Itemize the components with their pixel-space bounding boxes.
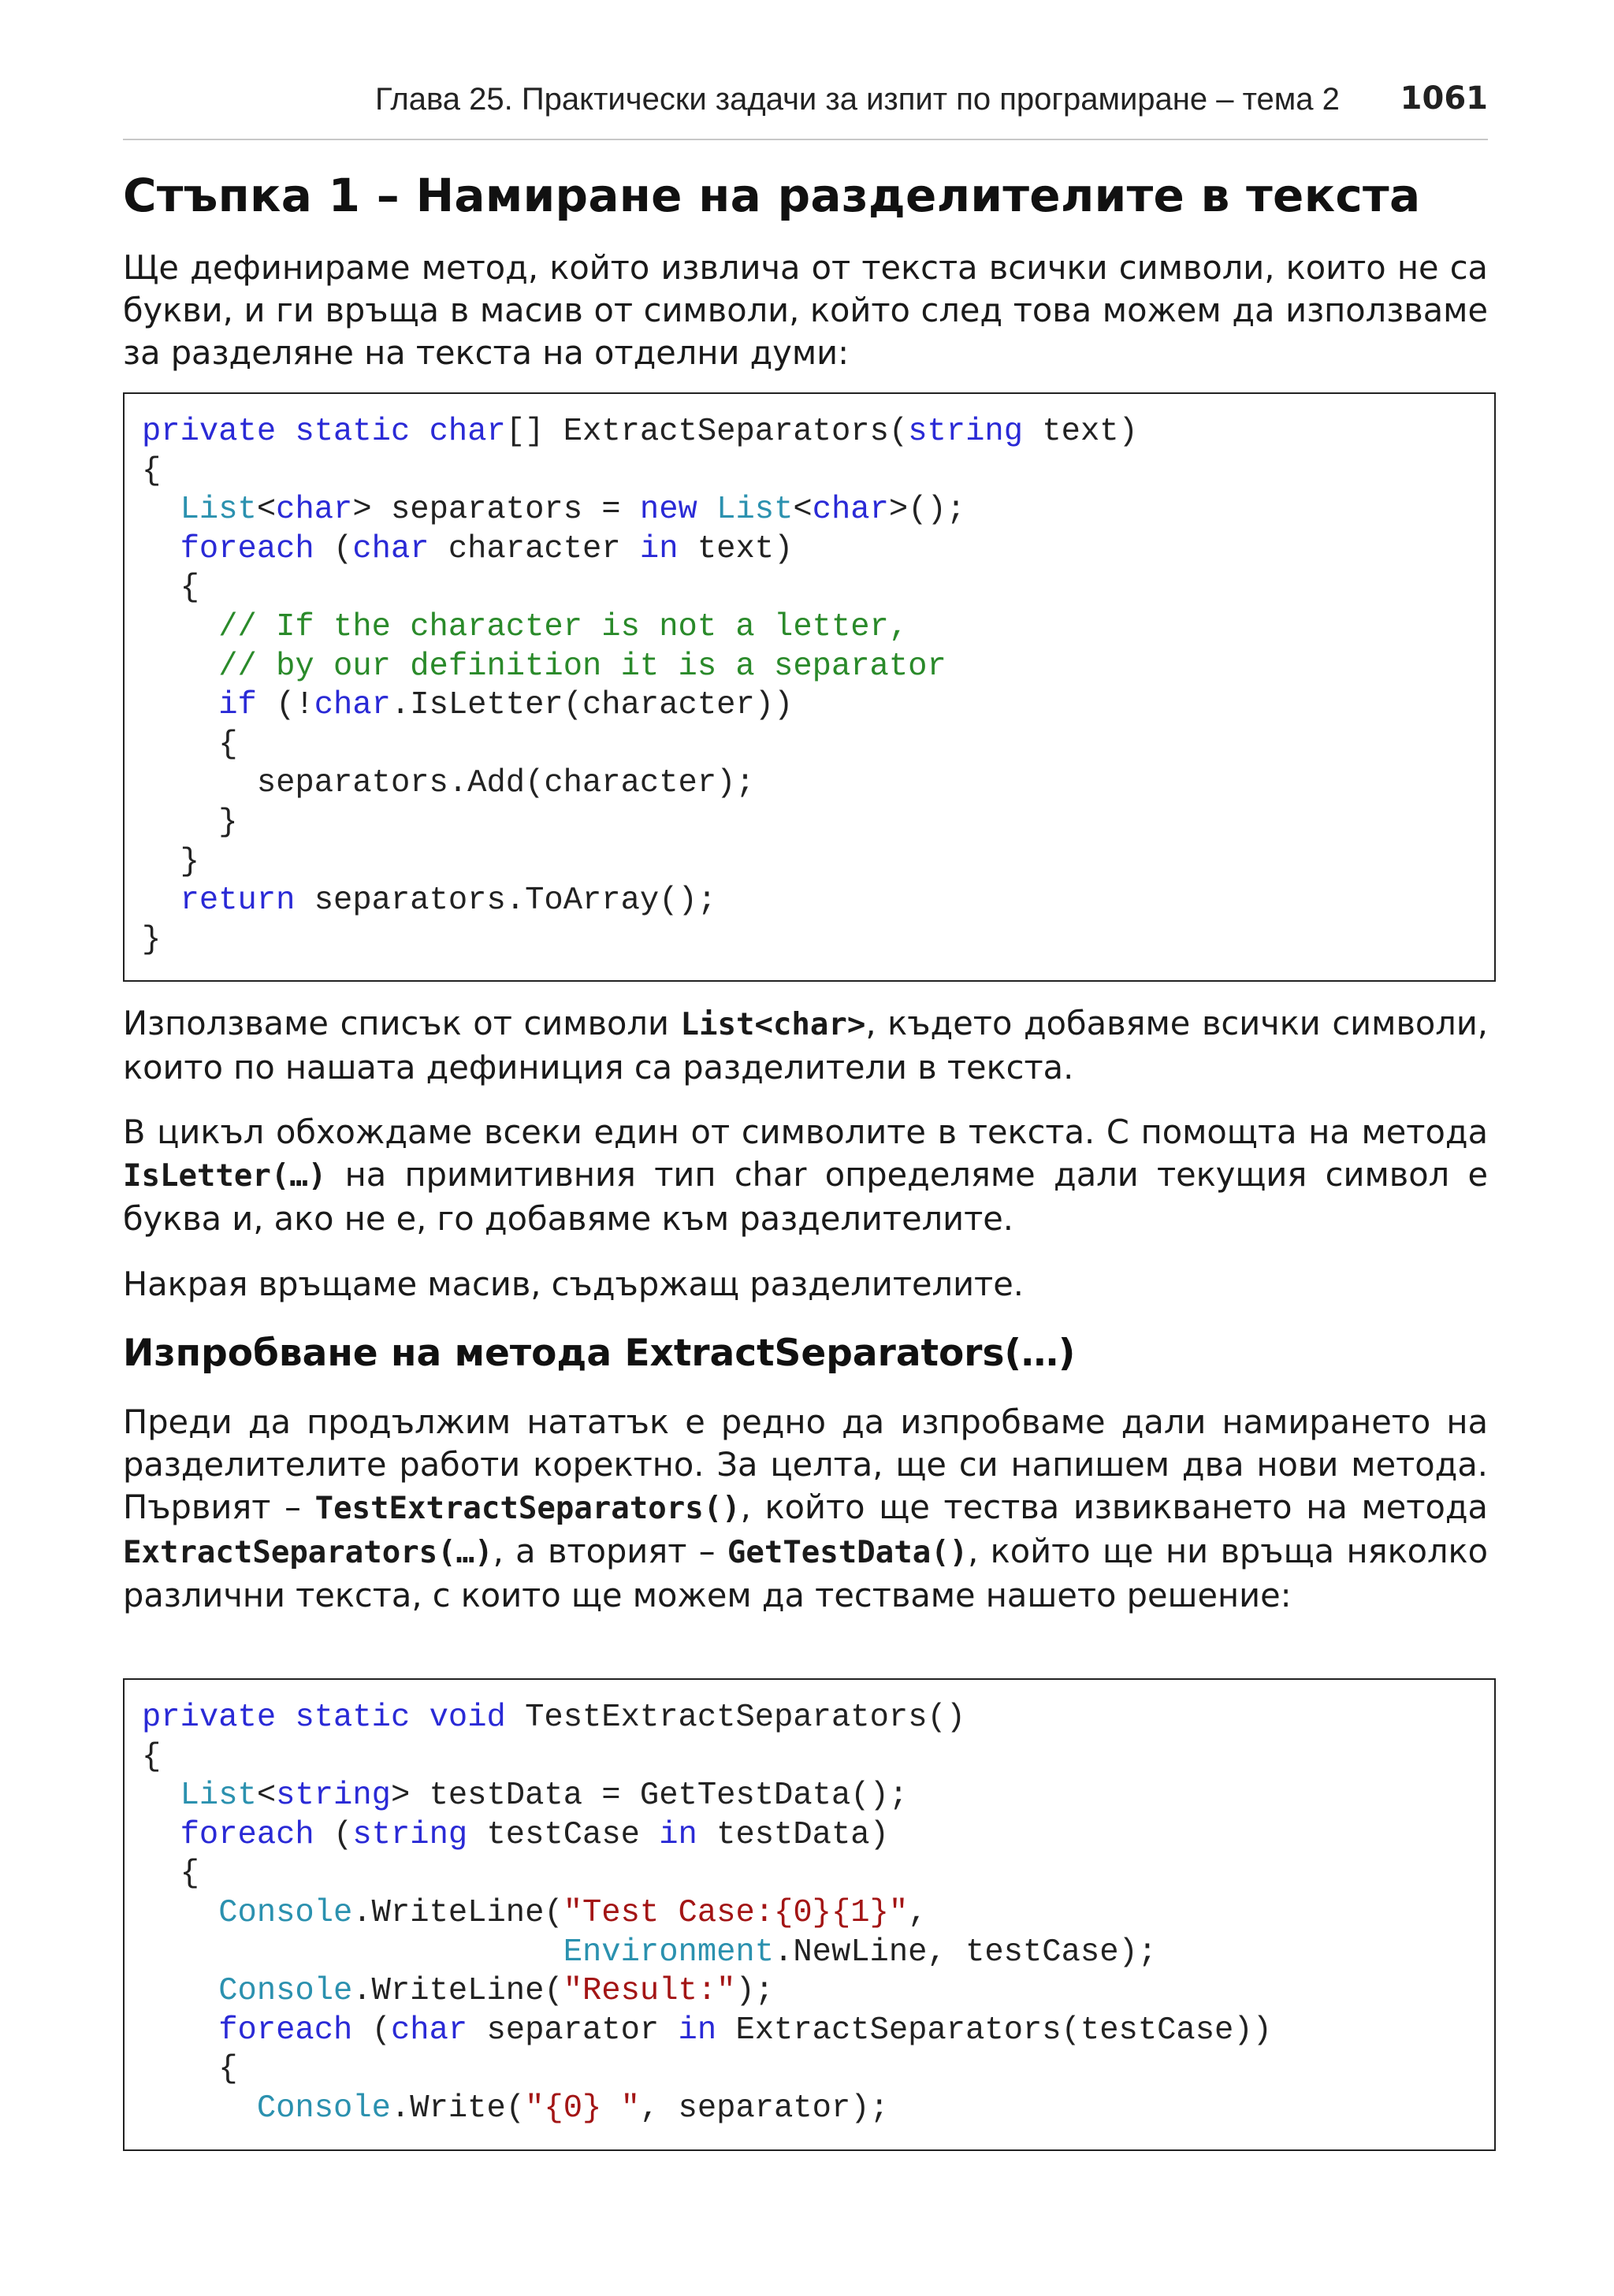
code-line	[142, 570, 199, 606]
text-segment: на примитивния тип char определяме дали текущия символ е буква и, ако не е, го добавяме към разделителите.	[123, 1155, 1488, 1238]
code-token: text)	[678, 530, 794, 567]
text-segment: , който ще ни връща няколко различни текста, с които ще можем да тестваме нашето решение:	[123, 1532, 1489, 1614]
code-token	[142, 609, 218, 645]
code-line	[142, 1778, 908, 1814]
code-line	[142, 1739, 161, 1775]
code-line	[142, 2051, 238, 2087]
code-token: [] ExtractSeparators(	[505, 414, 909, 450]
subsection-heading: Изпробване на метода ExtractSeparators(…)	[123, 1332, 1076, 1375]
code-token: string	[908, 414, 1024, 450]
code-token: // If the character is not a letter,	[218, 608, 909, 645]
code-token: > separators =	[352, 492, 640, 529]
code-token	[142, 882, 180, 919]
page-number: 1061	[1400, 80, 1488, 117]
code-token: in	[659, 1816, 697, 1853]
code-token: .IsLetter(character))	[390, 687, 794, 724]
code-token: testData)	[697, 1816, 889, 1853]
code-line	[142, 922, 161, 958]
code-token: text)	[1023, 414, 1138, 450]
code-token: , separator);	[639, 2090, 889, 2127]
code-token: <	[793, 492, 813, 529]
code-token: (	[314, 530, 353, 567]
code-token	[697, 492, 716, 528]
code-token: void	[429, 1700, 506, 1736]
inline-code: ExtractSeparators(…)	[123, 1535, 493, 1570]
code-token	[142, 492, 180, 528]
inline-code: TestExtractSeparators()	[314, 1491, 741, 1526]
code-line	[142, 2090, 889, 2127]
code-line	[142, 1817, 889, 1853]
code-token: // by our definition it is a separator	[218, 648, 946, 685]
code-token: {	[142, 1738, 162, 1775]
code-token: in	[639, 530, 679, 567]
code-line	[142, 687, 793, 723]
code-token: ExtractSeparators(testCase))	[716, 2012, 1272, 2049]
code-token	[142, 1817, 180, 1853]
code-token: }	[142, 921, 162, 958]
intro-paragraph: Ще дефинираме метод, който извлича от текста всички символи, които не са букви, и ги връща в масив от символи, който след това можем да използваме за разделяне на текста на отделни думи:	[123, 248, 1488, 372]
code-line	[142, 726, 238, 763]
code-token: Console	[256, 2090, 391, 2127]
text-segment: , който ще тества извикването на метода	[740, 1488, 1488, 1526]
inline-code: GetTestData()	[727, 1535, 969, 1570]
code-token: Console	[218, 1973, 353, 2010]
code-token: char	[429, 414, 506, 450]
code-token: private	[142, 1700, 277, 1736]
text-segment: Използваме списък от символи	[123, 1004, 681, 1042]
code-token: Environment	[563, 1934, 775, 1971]
code-line	[142, 1973, 774, 2009]
code-token: List	[180, 492, 257, 529]
code-token: "Result:"	[563, 1973, 736, 2010]
code-line	[142, 1895, 928, 1931]
code-token: }	[142, 804, 238, 841]
code-token	[142, 687, 218, 723]
code-token	[142, 1973, 218, 2009]
code-token	[142, 2090, 257, 2127]
code-token: if	[218, 687, 257, 724]
running-header	[123, 82, 1488, 140]
text-segment: , където добавяме всички символи, които по нашата дефиниция са разделители в текста.	[123, 1004, 1488, 1087]
code-token	[142, 1934, 563, 1971]
explain-paragraph-list	[123, 1002, 1488, 1089]
inline-code: IsLetter(…)	[123, 1158, 327, 1194]
code-token: {	[142, 452, 162, 489]
code-token: TestExtractSeparators()	[505, 1700, 966, 1736]
code-token: <	[256, 492, 277, 529]
code-token: }	[142, 843, 199, 880]
code-token: separator	[467, 2012, 679, 2049]
code-token: char	[276, 492, 353, 529]
code-token	[142, 1895, 218, 1931]
code-block-test-extract-separators	[123, 1678, 1496, 2151]
code-line	[142, 844, 199, 880]
running-title: Глава 25. Практически задачи за изпит по програмиране – тема 2	[375, 82, 1340, 117]
code-token: static	[295, 414, 411, 450]
code-line	[142, 1700, 965, 1736]
code-token: (!	[256, 687, 314, 724]
code-token: string	[352, 1816, 468, 1853]
code-token: in	[678, 2012, 717, 2049]
code-token	[410, 414, 429, 450]
text-segment: Преди да продължим нататък е редно да изпробваме дали намирането на разделителите работи коректно. За целта, ще си напишем два нови метода. Първият –	[123, 1402, 1488, 1526]
code-token: "Test Case:{0}{1}"	[563, 1894, 909, 1931]
code-line	[142, 531, 793, 567]
code-token: (	[352, 2012, 391, 2049]
code-token: Console	[218, 1894, 353, 1931]
code-token: separators.Add(character);	[142, 765, 755, 802]
code-token: private	[142, 414, 277, 450]
code-token	[142, 648, 218, 685]
code-token	[276, 1700, 295, 1736]
code-token: );	[735, 1973, 775, 2010]
code-line	[142, 453, 161, 489]
code-token: foreach	[180, 530, 314, 567]
code-token: char	[352, 530, 430, 567]
code-token: char	[812, 492, 889, 529]
code-token	[142, 531, 180, 567]
code-line	[142, 1934, 1157, 1971]
code-line	[142, 648, 946, 685]
code-line	[142, 882, 716, 919]
code-token: return	[180, 882, 296, 920]
code-token: foreach	[218, 2012, 353, 2049]
code-token: {	[142, 2051, 238, 2088]
code-token: {	[142, 1856, 199, 1893]
code-listing	[125, 1680, 1494, 2129]
explain-paragraph-return: Накрая връщаме масив, съдържащ разделителите.	[123, 1265, 1024, 1303]
text-segment: В цикъл обхождаме всеки един от символите в текста. С помощта на метода	[123, 1113, 1488, 1151]
code-token	[276, 414, 295, 450]
explain-paragraph-loop	[123, 1111, 1488, 1240]
code-token: .Write(	[390, 2090, 526, 2127]
section-heading: Стъпка 1 – Намиране на разделителите в текста	[123, 169, 1421, 222]
code-token: <	[256, 1778, 277, 1815]
code-line	[142, 804, 238, 841]
code-token: .WriteLine(	[352, 1894, 563, 1931]
code-token: ,	[908, 1894, 928, 1931]
code-token: .WriteLine(	[352, 1973, 563, 2010]
code-token: testCase	[467, 1816, 660, 1853]
code-line	[142, 765, 755, 801]
code-token	[142, 1778, 180, 1814]
code-line	[142, 414, 1138, 450]
code-token: char	[390, 2012, 468, 2049]
code-token: string	[276, 1778, 391, 1815]
code-token: (	[314, 1816, 353, 1853]
code-token: character	[429, 530, 640, 567]
code-token: > testData = GetTestData();	[390, 1778, 909, 1815]
code-token: >();	[888, 492, 966, 529]
code-line	[142, 2012, 1272, 2049]
code-token	[142, 2012, 218, 2049]
subsection-paragraph	[123, 1401, 1488, 1617]
code-token: .NewLine, testCase);	[774, 1934, 1158, 1971]
code-token: "{0} "	[525, 2090, 640, 2127]
code-token: List	[180, 1778, 257, 1815]
code-line	[142, 492, 965, 528]
code-listing	[125, 394, 1494, 960]
inline-code: List<char>	[680, 1007, 866, 1042]
code-token: {	[142, 726, 238, 763]
code-token: char	[314, 687, 391, 724]
code-token: separators.ToArray();	[295, 882, 717, 920]
code-token: {	[142, 570, 199, 607]
code-token	[410, 1700, 429, 1736]
code-token: foreach	[180, 1816, 314, 1853]
code-line	[142, 1856, 199, 1892]
code-line	[142, 609, 908, 645]
code-token: List	[716, 492, 794, 529]
text-segment: , а вторият –	[493, 1532, 727, 1570]
code-block-extract-separators	[123, 392, 1496, 982]
code-token: static	[295, 1700, 411, 1736]
code-token: new	[639, 492, 697, 529]
